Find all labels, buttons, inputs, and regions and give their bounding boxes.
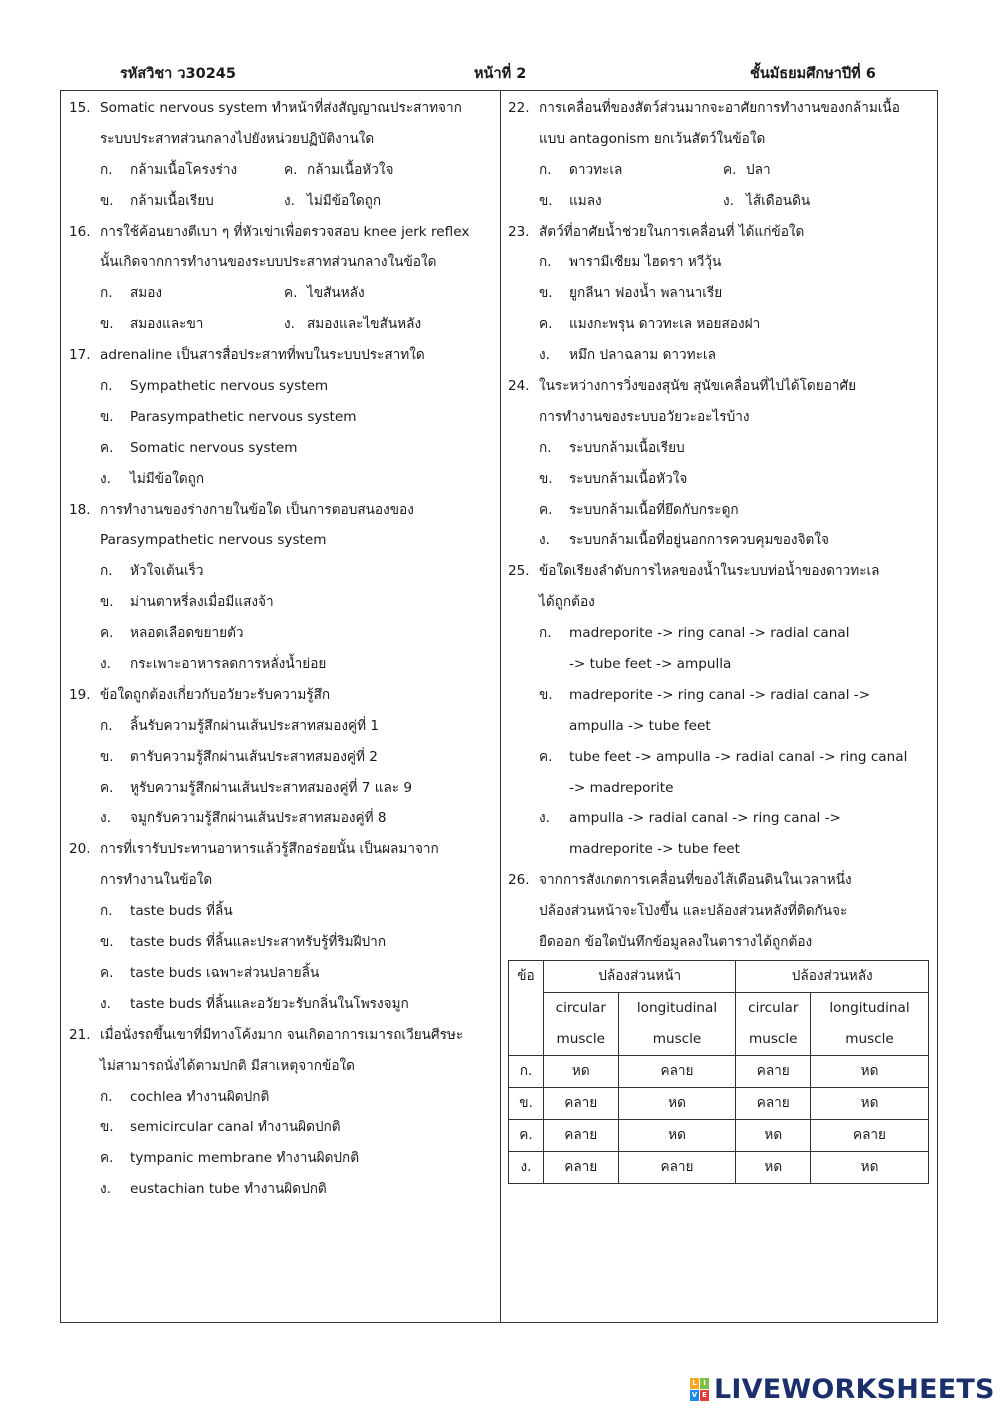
question-line — [508, 896, 933, 927]
option-row — [508, 495, 933, 526]
option-text: หัวใจเต้นเร็ว — [130, 563, 204, 580]
option-text: พารามีเซียม ไฮดรา หวีวุ้น — [569, 254, 722, 271]
option-text: taste buds เฉพาะส่วนปลายลิ้น — [130, 964, 320, 981]
question-text: เมื่อนั่งรถขึ้นเขาที่มีทางโค้งมาก จนเกิดอาการเมารถเวียนศีรษะ — [100, 1026, 464, 1043]
option-pair-row — [508, 155, 933, 186]
subheader-line: longitudinal — [829, 999, 910, 1016]
question-text: การทำงานในข้อใด — [100, 872, 213, 889]
option-text: ไส้เดือนดิน — [746, 192, 811, 209]
question-text: จากการสังเกตการเคลื่อนที่ของไส้เดือนดินในเวลาหนึ่ง — [539, 872, 852, 889]
question-number: 18. — [69, 501, 91, 518]
question-number: 24. — [508, 378, 530, 395]
option-text: ยูกลีนา ฟองน้ำ พลานาเรีย — [569, 285, 723, 302]
option-row — [69, 1143, 494, 1174]
table-cell: คลาย — [544, 1087, 619, 1119]
option-row — [69, 927, 494, 958]
option-label: ค. — [100, 439, 114, 456]
option-row — [508, 711, 933, 742]
option-label: ค. — [284, 161, 298, 178]
option-text: -> tube feet -> ampulla — [569, 656, 732, 673]
question-line — [508, 93, 933, 124]
table-cell: คลาย — [811, 1119, 929, 1151]
question-line — [508, 556, 933, 587]
table-cell: ง. — [509, 1151, 544, 1183]
question-line — [69, 1051, 494, 1082]
option-row — [69, 433, 494, 464]
option-row — [508, 309, 933, 340]
option-row — [69, 958, 494, 989]
question-item — [69, 1020, 494, 1205]
option-pair-row — [69, 278, 494, 309]
option-text: madreporite -> ring canal -> radial canal — [569, 625, 850, 642]
question-text: ไม่สามารถนั่งได้ตามปกติ มีสาเหตุจากข้อใด — [100, 1057, 355, 1074]
table-cell: หด — [736, 1119, 811, 1151]
option-label: ข. — [100, 316, 114, 333]
question-item — [69, 93, 494, 217]
table-cell: หด — [544, 1055, 619, 1087]
option-row — [508, 742, 933, 773]
option-label: ข. — [539, 285, 553, 302]
option-text: taste buds ที่ลิ้น — [130, 903, 233, 920]
table-cell: หด — [618, 1087, 736, 1119]
option-label: ง. — [100, 995, 111, 1012]
option-text: สมอง — [130, 285, 163, 302]
option-row — [69, 371, 494, 402]
subheader-line: muscle — [652, 1030, 702, 1047]
option-row — [508, 433, 933, 464]
option-label: ง. — [723, 192, 734, 209]
option-row — [69, 1174, 494, 1205]
table-subheader — [736, 992, 811, 1055]
option-label: ก. — [100, 285, 113, 302]
option-label: ก. — [539, 625, 552, 642]
option-text: สมองและขา — [130, 316, 204, 333]
option-label: ข. — [539, 192, 553, 209]
question-line — [508, 927, 933, 958]
option-row — [508, 525, 933, 556]
table-cell: ค. — [509, 1119, 544, 1151]
option-label: ข. — [100, 192, 114, 209]
question-line — [508, 124, 933, 155]
option-row — [508, 649, 933, 680]
option-label: ก. — [100, 1088, 113, 1105]
option-row — [69, 587, 494, 618]
table-row — [509, 1119, 929, 1151]
subheader-line: longitudinal — [636, 999, 718, 1016]
option-label: ก. — [539, 161, 552, 178]
question-text: การทำงานของระบบอวัยวะอะไรบ้าง — [539, 408, 750, 425]
question-item — [69, 834, 494, 1019]
question-number: 26. — [508, 872, 530, 889]
option-label: ค. — [539, 316, 553, 333]
option-text: ดาวทะเล — [569, 161, 623, 178]
option-row — [69, 773, 494, 804]
question-number: 19. — [69, 686, 91, 703]
question-item — [508, 93, 933, 217]
option-text: ไม่มีข้อใดถูก — [307, 192, 382, 209]
option-text: tympanic membrane ทำงานผิดปกติ — [130, 1150, 360, 1167]
question-number: 23. — [508, 223, 530, 240]
question-number: 20. — [69, 841, 91, 858]
table-cell: คลาย — [544, 1151, 619, 1183]
option-label: ข. — [539, 470, 553, 487]
option-text: จมูกรับความรู้สึกผ่านเส้นประสาทสมองคู่ที่ 8 — [130, 810, 387, 827]
question-text: การที่เรารับประทานอาหารแล้วรู้สึกอร่อยนั้น เป็นผลมาจาก — [100, 841, 439, 858]
option-text: สมองและไขสันหลัง — [307, 316, 422, 333]
question-text: Parasympathetic nervous system — [100, 532, 327, 549]
option-row — [508, 464, 933, 495]
option-label: ข. — [539, 686, 553, 703]
option-label: ค. — [539, 748, 553, 765]
option-row — [508, 618, 933, 649]
option-text: Sympathetic nervous system — [130, 378, 329, 395]
option-row — [69, 649, 494, 680]
question-item — [508, 556, 933, 865]
option-pair-row — [69, 309, 494, 340]
option-text: หูรับความรู้สึกผ่านเส้นประสาทสมองคู่ที่ 7 และ 9 — [130, 779, 413, 796]
option-text: หมึก ปลาฉลาม ดาวทะเล — [569, 347, 716, 364]
question-item — [69, 217, 494, 341]
option-pair-row — [508, 186, 933, 217]
table-cell: ข. — [509, 1087, 544, 1119]
option-text: eustachian tube ทำงานผิดปกติ — [130, 1181, 327, 1198]
option-label: ก. — [539, 254, 552, 271]
option-label: ก. — [100, 378, 113, 395]
option-label: ง. — [100, 810, 111, 827]
option-label: ง. — [284, 316, 295, 333]
option-label: ค. — [100, 1150, 114, 1167]
question-text: ข้อใดถูกต้องเกี่ยวกับอวัยวะรับความรู้สึก — [100, 686, 331, 703]
question-line — [508, 217, 933, 248]
question-line — [69, 340, 494, 371]
question-item — [69, 340, 494, 494]
option-text: กล้ามเนื้อโครงร่าง — [130, 161, 238, 178]
question-item — [508, 217, 933, 371]
question-line — [69, 865, 494, 896]
option-row — [508, 803, 933, 834]
option-label: ค. — [539, 501, 553, 518]
option-label: ก. — [100, 903, 113, 920]
question-line — [69, 495, 494, 526]
subheader-line: circular — [555, 999, 606, 1016]
question-text: แบบ antagonism ยกเว้นสัตว์ในข้อใด — [539, 130, 766, 147]
question-line — [508, 402, 933, 433]
subheader-line: muscle — [556, 1030, 606, 1047]
table-cell: คลาย — [544, 1119, 619, 1151]
option-text: ไม่มีข้อใดถูก — [130, 470, 205, 487]
option-label: ก. — [539, 439, 552, 456]
option-text: ระบบกล้ามเนื้อเรียบ — [569, 439, 685, 456]
question-number: 17. — [69, 347, 91, 364]
question-item — [69, 495, 494, 680]
option-text: กล้ามเนื้อหัวใจ — [307, 161, 394, 178]
option-row — [69, 464, 494, 495]
subheader-line: muscle — [845, 1030, 894, 1047]
option-row — [69, 711, 494, 742]
option-text: Parasympathetic nervous system — [130, 408, 357, 425]
question-line — [69, 93, 494, 124]
question-number: 15. — [69, 100, 91, 116]
option-label: ก. — [100, 563, 113, 580]
option-label: ข. — [100, 748, 114, 765]
option-label: ง. — [539, 532, 550, 549]
question-item — [69, 680, 494, 834]
table-row — [509, 1087, 929, 1119]
question-text: adrenaline เป็นสารสื่อประสาทที่พบในระบบประสาทใด — [100, 347, 425, 364]
question-text: นั้นเกิดจากการทำงานของระบบประสาทส่วนกลางในข้อใด — [100, 254, 437, 271]
liveworksheets-logo-icon — [690, 1378, 710, 1402]
option-row — [508, 278, 933, 309]
question-number: 25. — [508, 563, 530, 580]
option-text: แมงกะพรุน ดาวทะเล หอยสองฝา — [569, 316, 761, 333]
table-header-back: ปล้องส่วนหลัง — [736, 960, 929, 992]
option-text: semicircular canal ทำงานผิดปกติ — [130, 1119, 341, 1136]
option-text: ม่านตาหรี่ลงเมื่อมีแสงจ้า — [130, 594, 274, 611]
question-line — [69, 1020, 494, 1051]
question-line — [69, 247, 494, 278]
table-cell: คลาย — [618, 1151, 736, 1183]
option-text: ไขสันหลัง — [307, 285, 365, 302]
option-pair-row — [69, 186, 494, 217]
question-text: ข้อใดเรียงลำดับการไหลของน้ำในระบบท่อน้ำของดาวทะเล — [539, 563, 880, 580]
option-text: taste buds ที่ลิ้นและอวัยวะรับกลิ่นในโพรงจมูก — [130, 995, 409, 1012]
question-text: ระบบประสาทส่วนกลางไปยังหน่วยปฏิบัติงานใด — [100, 130, 375, 147]
question-text: สัตว์ที่อาศัยน้ำช่วยในการเคลื่อนที่ ได้แก่ข้อใด — [539, 223, 805, 240]
option-label: ง. — [100, 470, 111, 487]
question-item — [508, 865, 933, 958]
option-row — [508, 680, 933, 711]
option-row — [69, 402, 494, 433]
table-row — [509, 1151, 929, 1183]
question-text: การทำงานของร่างกายในข้อใด เป็นการตอบสนองของ — [100, 501, 414, 518]
option-text: -> madreporite — [569, 779, 674, 796]
table-cell: หด — [736, 1151, 811, 1183]
option-text: ลิ้นรับความรู้สึกผ่านเส้นประสาทสมองคู่ที่ 1 — [130, 717, 380, 734]
option-label: ง. — [284, 192, 295, 209]
option-label: ข. — [100, 594, 114, 611]
option-row — [69, 1112, 494, 1143]
question-text: การเคลื่อนที่ของสัตว์ส่วนมากจะอาศัยการทำงานของกล้ามเนื้อ — [539, 100, 900, 116]
table-cell: คลาย — [618, 1055, 736, 1087]
table-cell: คลาย — [736, 1055, 811, 1087]
option-label: ค. — [100, 625, 114, 642]
question-line — [69, 525, 494, 556]
table-subheader — [618, 992, 736, 1055]
option-text: หลอดเลือดขยายตัว — [130, 625, 244, 642]
logo-tile: V — [691, 1391, 698, 1399]
option-text: ampulla -> tube feet — [569, 717, 711, 734]
table-subheader — [544, 992, 619, 1055]
question-number: 21. — [69, 1026, 91, 1043]
logo-text: LIVEWORKSHEETS — [714, 1374, 995, 1405]
option-text: ตารับความรู้สึกผ่านเส้นประสาทสมองคู่ที่ 2 — [130, 748, 378, 765]
question-text: ในระหว่างการวิ่งของสุนัข สุนัขเคลื่อนที่ไปได้โดยอาศัย — [539, 378, 857, 395]
course-code: รหัสวิชา ว30245 — [120, 66, 236, 82]
table-subheader — [811, 992, 929, 1055]
option-label: ข. — [100, 934, 114, 951]
option-text: กระเพาะอาหารลดการหลั่งน้ำย่อย — [130, 656, 327, 673]
option-text: Somatic nervous system — [130, 439, 298, 456]
logo-tile: I — [700, 1378, 709, 1389]
option-text: ปลา — [746, 161, 771, 178]
option-row — [508, 773, 933, 804]
question-line — [69, 680, 494, 711]
question-line — [69, 834, 494, 865]
question-text: ปล้องส่วนหน้าจะโป่งขึ้น และปล้องส่วนหลังที่ติดกันจะ — [539, 903, 848, 920]
option-text: ระบบกล้ามเนื้อหัวใจ — [569, 470, 688, 487]
option-label: ง. — [100, 656, 111, 673]
question-text: Somatic nervous system ทำหน้าที่ส่งสัญญาณประสาทจาก — [100, 100, 462, 116]
question-number: 16. — [69, 223, 91, 240]
option-label: ข. — [100, 408, 114, 425]
option-row — [508, 340, 933, 371]
question-text: การใช้ค้อนยางตีเบา ๆ ที่หัวเข่าเพื่อตรวจสอบ knee jerk reflex — [100, 223, 470, 240]
table-cell: หด — [811, 1055, 929, 1087]
option-row — [69, 618, 494, 649]
option-label: ข. — [100, 1119, 114, 1136]
table-cell: หด — [811, 1087, 929, 1119]
option-label: ก. — [100, 161, 113, 178]
option-row — [69, 742, 494, 773]
question-line — [508, 587, 933, 618]
earthworm-muscle-table — [508, 960, 929, 1184]
right-column — [508, 93, 933, 1184]
option-row — [69, 989, 494, 1020]
question-frame — [60, 90, 938, 1323]
question-number: 22. — [508, 100, 530, 116]
grade-level: ชั้นมัธยมศึกษาปีที่ 6 — [750, 66, 876, 82]
page-header — [0, 62, 1000, 86]
option-text: กล้ามเนื้อเรียบ — [130, 192, 214, 209]
option-text: ampulla -> radial canal -> ring canal -> — [569, 810, 841, 827]
option-row — [69, 556, 494, 587]
option-row — [69, 803, 494, 834]
option-label: ค. — [100, 779, 114, 796]
left-column — [69, 93, 494, 1205]
option-label: ค. — [284, 285, 298, 302]
option-label: ค. — [100, 964, 114, 981]
table-cell: คลาย — [736, 1087, 811, 1119]
option-text: tube feet -> ampulla -> radial canal -> ring canal — [569, 748, 908, 765]
table-cell: ก. — [509, 1055, 544, 1087]
table-row — [509, 1055, 929, 1087]
question-line — [508, 371, 933, 402]
option-pair-row — [69, 155, 494, 186]
table-header-option: ข้อ — [509, 960, 544, 1055]
table-cell: หด — [811, 1151, 929, 1183]
option-row — [69, 1082, 494, 1113]
subheader-line: muscle — [748, 1030, 798, 1047]
option-label: ง. — [100, 1181, 111, 1198]
option-text: taste buds ที่ลิ้นและประสาทรับรู้ที่ริมฝีปาก — [130, 934, 387, 951]
option-row — [508, 247, 933, 278]
subheader-line: circular — [748, 999, 799, 1016]
question-text: ยืดออก ข้อใดบันทึกข้อมูลลงในตารางได้ถูกต้อง — [539, 934, 813, 951]
option-label: ง. — [539, 810, 550, 827]
table-header-front: ปล้องส่วนหน้า — [544, 960, 736, 992]
option-text: ระบบกล้ามเนื้อที่ยึดกับกระดูก — [569, 501, 739, 518]
question-text: ได้ถูกต้อง — [539, 594, 595, 611]
liveworksheets-logo — [690, 1374, 995, 1406]
column-divider — [500, 91, 501, 1322]
option-label: ก. — [100, 717, 113, 734]
option-text: madreporite -> ring canal -> radial canal -> — [569, 686, 871, 703]
option-row — [69, 896, 494, 927]
question-line — [69, 217, 494, 248]
option-label: ง. — [539, 347, 550, 364]
table-cell: หด — [618, 1119, 736, 1151]
option-text: ระบบกล้ามเนื้อที่อยู่นอกการควบคุมของจิตใจ — [569, 532, 829, 549]
logo-tile: E — [700, 1390, 709, 1401]
question-line — [508, 865, 933, 896]
option-text: แมลง — [569, 192, 602, 209]
logo-tile: L — [690, 1378, 699, 1389]
option-text: cochlea ทำงานผิดปกติ — [130, 1088, 270, 1105]
option-row — [508, 834, 933, 865]
question-line — [69, 124, 494, 155]
question-item — [508, 371, 933, 556]
page-number: หน้าที่ 2 — [474, 66, 527, 82]
option-text: madreporite -> tube feet — [569, 841, 740, 858]
option-label: ค. — [723, 161, 737, 178]
